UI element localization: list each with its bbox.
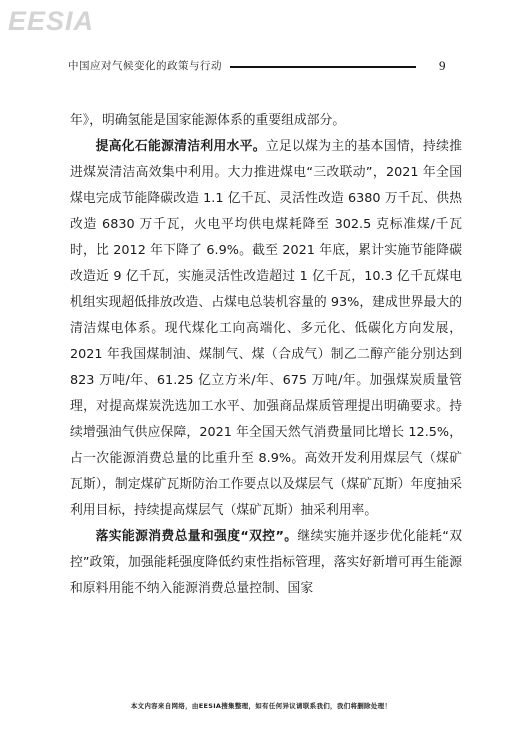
paragraph-text: 继续实施并逐步优化能耗“双控”政策，加强能耗强度降低约束性指标管理，落实好新增可再生能源和原料用能不纳入能源消费总量控制、国家 — [70, 529, 462, 596]
header-divider-rule — [230, 66, 416, 68]
document-body — [70, 108, 462, 602]
page-number: 9 — [439, 58, 446, 73]
paragraph-text: 年》，明确氢能是国家能源体系的重要组成部分。 — [70, 113, 346, 128]
paragraph-text: 立足以煤为主的基本国情，持续推进煤炭清洁高效集中利用。大力推进煤电“三改联动”，2021 年全国煤电完成节能降碳改造 1.1 亿千瓦、灵活性改造 6380 万千瓦、供热改造 6830 万千瓦，火电平均供电煤耗降至 302.5 克标准煤/千瓦时，比 2012 年下降了 6.9%。截至 2021 年底，累计实施节能降碳改造近 9 亿千瓦，实施灵活性改造超过 1 亿千瓦，10.3 亿千瓦煤电机组实现超低排放改造、占煤电总装机容量的 93%，建成世界最大的清洁煤电体系。现代煤化工向高端化、多元化、低碳化方向发展，2021 年我国煤制油、煤制气、煤（合成气）制乙二醇产能分别达到 823 万吨/年、61.25 亿立方米/年、675 万吨/年。加强煤炭质量管理，对提高煤炭洗选加工水平、加强商品煤质管理提出明确要求。持续增强油气供应保障，2021 年全国天然气消费量同比增长 12.5%，占一次能源消费总量的比重升至 8.9%。高效开发利用煤层气（煤矿瓦斯），制定煤矿瓦斯防治工作要点以及煤层气（煤矿瓦斯）年度抽采利用目标，持续提高煤层气（煤矿瓦斯）抽采利用率。 — [70, 139, 463, 518]
eesia-logo-watermark: EESIA — [8, 6, 95, 36]
footer-disclaimer: 本文内容来自网络，由EESIA搜集整理，如有任何异议请联系我们，我们将删除处理！ — [130, 702, 392, 710]
paragraph-fossil-energy — [70, 134, 462, 524]
running-header-title: 中国应对气候变化的政策与行动 — [68, 60, 222, 72]
paragraph-continuation — [70, 108, 462, 134]
paragraph-lead-heading: 落实能源消费总量和强度“双控”。 — [95, 529, 298, 544]
paragraph-lead-heading: 提高化石能源清洁利用水平。 — [95, 139, 266, 154]
paragraph-dual-control — [70, 524, 462, 602]
